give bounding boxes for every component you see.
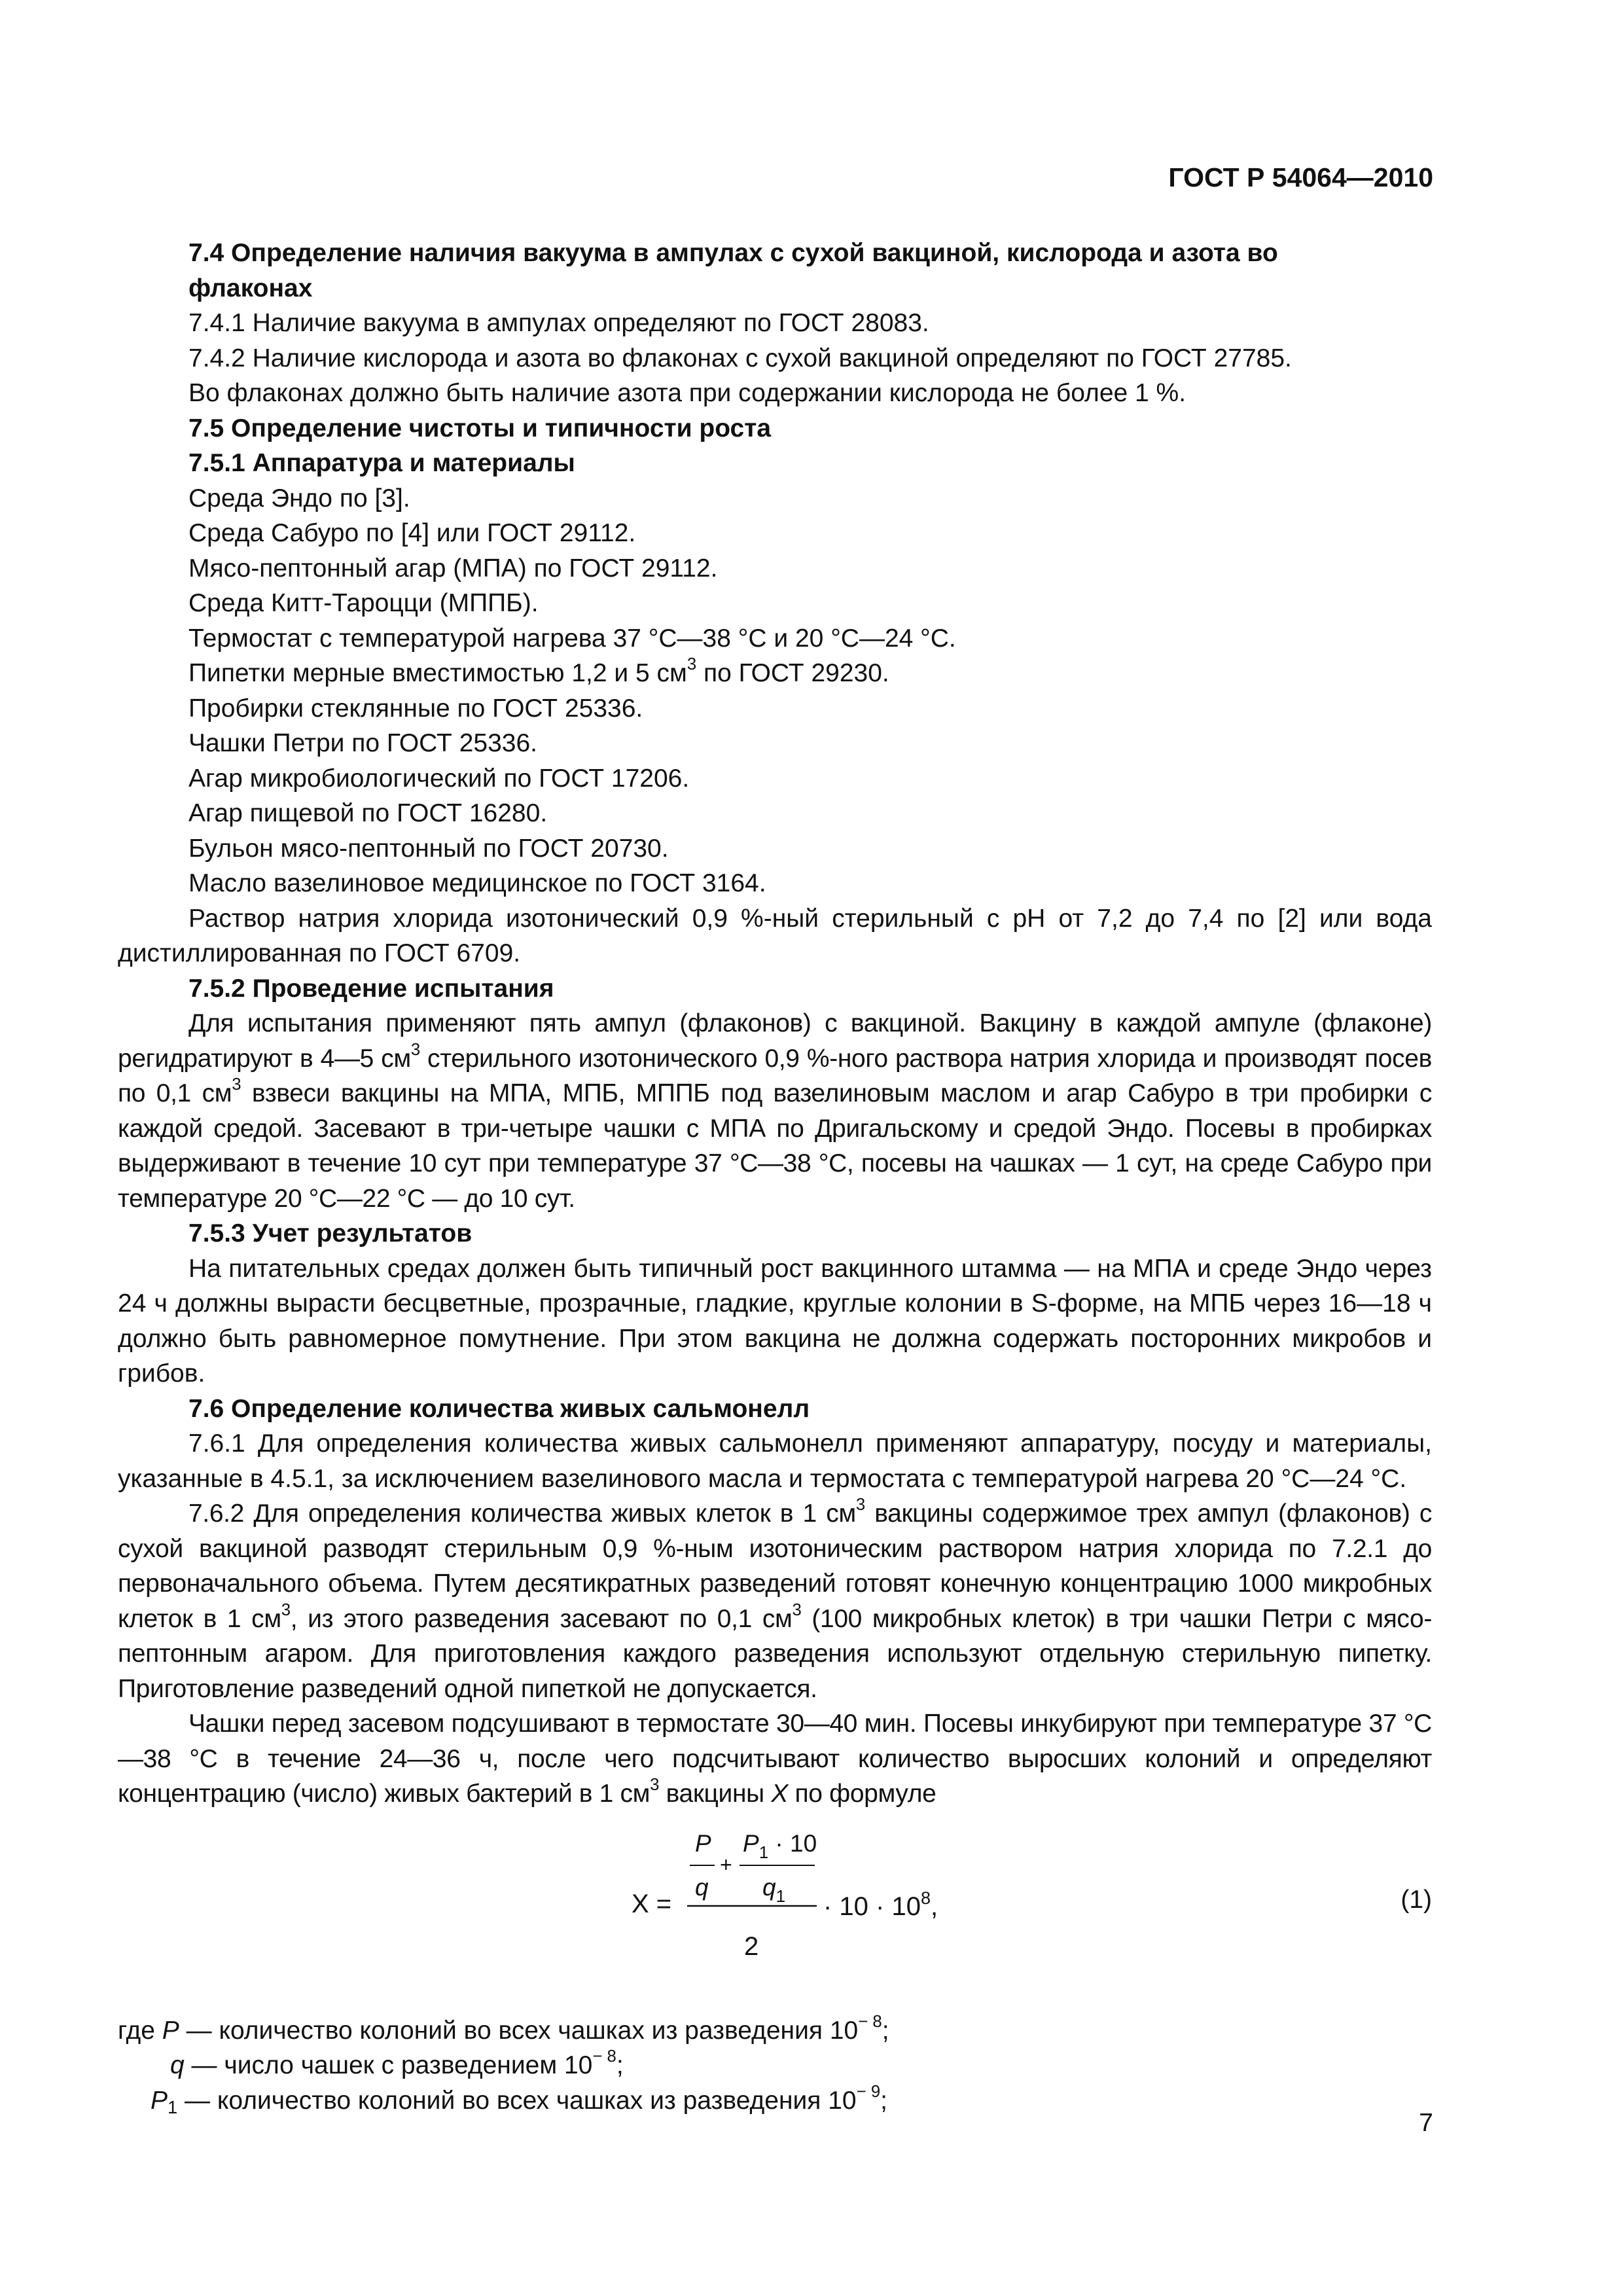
clause-7-4-1: 7.4.1 Наличие вакуума в ампулах определяют по ГОСТ 28083. bbox=[188, 309, 929, 337]
section-7-4-heading: 7.4 Определение наличия вакуума в ампулах с сухой вакциной, кислорода и азота во bbox=[188, 239, 1278, 267]
results-paragraph: На питательных средах должен быть типичный рост вакцинного штамма — на МПА и среде Эндо через 24 ч должны вырасти бесцветные, прозрачные, гладкие, круглые колонии в S-форме, на МПБ через 16—18 ч должно быть равномерное помутнение. При этом вакцина не должна содержать посторонних микробов и грибов. bbox=[118, 1254, 1432, 1388]
material-item: Пипетки мерные вместимостью 1,2 и 5 $см^3$ по ГОСТ 29230. bbox=[188, 655, 889, 687]
material-item: Чашки Петри по ГОСТ 25336. bbox=[188, 729, 537, 757]
material-item: Агар пищевой по ГОСТ 16280. bbox=[188, 799, 548, 827]
section-7-5-2-heading: 7.5.2 Проведение испытания bbox=[188, 974, 554, 1003]
clause-7-6-3: Чашки перед засевом подсушивают в термостате 30—40 мин. Посевы инкубируют при температуре 37 °С—38 °С в течение 24—36 ч, после чего подсчитывают количество выросших колоний и определяют концентрацию (число) живых бактерий в 1 $см^3$ вакцины X по формуле bbox=[118, 1710, 1432, 1808]
formula-number: (1) bbox=[1400, 1885, 1432, 1914]
page-number: 7 bbox=[1419, 2109, 1433, 2137]
material-item: Масло вазелиновое медицинское по ГОСТ 3164. bbox=[188, 869, 766, 897]
formula-num-p: P bbox=[695, 1829, 711, 1857]
formula-svg bbox=[118, 1822, 1432, 1999]
section-7-6-heading: 7.6 Определение количества живых сальмонелл bbox=[188, 1394, 810, 1423]
section-7-5-heading: 7.5 Определение чистоты и типичности роста bbox=[188, 414, 772, 442]
document-code: ГОСТ Р 54064—2010 bbox=[1168, 162, 1433, 192]
material-item: Среда Эндо по [3]. bbox=[188, 484, 410, 512]
material-item: Термостат с температурой нагрева 37 °С—38 °С и 20 °С—24 °С. bbox=[188, 624, 956, 653]
clause-7-4-2: 7.4.2 Наличие кислорода и азота во флаконах с сухой вакциной определяют по ГОСТ 27785. bbox=[188, 344, 1292, 372]
formula-plus: + bbox=[720, 1852, 732, 1876]
definition-q: q — число чашек с разведением $10^{- 8}$; bbox=[170, 2047, 624, 2079]
material-item: Мясо-пептонный агар (МПА) по ГОСТ 29112. bbox=[188, 554, 718, 583]
definition-p: где P — количество колоний во всех чашках из разведения $10^{- 8}$; bbox=[118, 2012, 889, 2045]
formula-1 bbox=[118, 1822, 1432, 1999]
material-item-solution: Раствор натрия хлорида изотонический 0,9 %-ный стерильный с pH от 7,2 до 7,4 по [2] или вода дистиллированная по ГОСТ 6709. bbox=[118, 904, 1432, 967]
material-item: Среда Сабуро по [4] или ГОСТ 29112. bbox=[188, 519, 636, 547]
material-item: Бульон мясо-пептонный по ГОСТ 20730. bbox=[188, 834, 669, 863]
clause-7-6-2: 7.6.2 Для определения количества живых клеток в 1 $см^3$ вакцины содержимое трех ампул (флаконов) с сухой вакциной разводят стерильным 0,9 %-ным изотоническим раствором натрия хлорида по 7.2.1 до первоначального объема. Путем десятикратных разведений готовят конечную концентрацию 1000 микробных клеток в 1 $см^3$, из этого разведения засевают по 0,1 $см^3$ (100 микробных клеток) в три чашки Петри с мясо-пептонным агаром. Для приготовления каждого разведения используют отдельную стерильную пипетку. Приготовление разведений одной пипеткой не допускается. bbox=[118, 1495, 1433, 1703]
material-item: Агар микробиологический по ГОСТ 17206. bbox=[188, 764, 690, 793]
section-7-5-1-heading: 7.5.1 Аппаратура и материалы bbox=[188, 449, 575, 477]
definition-p1: $P_1$ — количество колоний во всех чашках из разведения $10^{- 9}$; bbox=[151, 2082, 887, 2117]
clause-7-4-2-note: Во флаконах должно быть наличие азота при содержании кислорода не более 1 %. bbox=[188, 379, 1186, 407]
document-body bbox=[118, 236, 1432, 2118]
material-item: Среда Китт-Тароцци (МППБ). bbox=[188, 589, 539, 617]
formula-denominator: 2 bbox=[744, 1931, 759, 1961]
formula-den-q: q bbox=[695, 1873, 709, 1901]
formula-multiplier: · $10 \cdot 10^8$, bbox=[823, 1888, 938, 1921]
formula-den-q1: $q_1$ bbox=[762, 1873, 786, 1906]
section-7-4-heading-cont: флаконах bbox=[188, 274, 313, 302]
clause-7-6-1: 7.6.1 Для определения количества живых сальмонелл применяют аппаратуру, посуду и материалы, указанные в 4.5.1, за исключением вазелинового масла и термостата с температурой нагрева 20 °С—24 °С. bbox=[118, 1429, 1432, 1493]
section-7-5-3-heading: 7.5.3 Учет результатов bbox=[188, 1219, 473, 1247]
formula-num-p1: $P_1 \cdot 10$ bbox=[743, 1829, 817, 1862]
formula-lhs: X = bbox=[632, 1889, 672, 1918]
material-item: Пробирки стеклянные по ГОСТ 25336. bbox=[188, 694, 643, 723]
formula-definitions bbox=[118, 2013, 1432, 2119]
test-procedure-paragraph: Для испытания применяют пять ампул (флаконов) с вакциной. Вакцину в каждой ампуле (флаконе) регидратируют в 4—5 $см^3$ стерильного изотонического 0,9 %-ного раствора натрия хлорида и производят посев по 0,1 $см^3$ взвеси вакцины на МПА, МПБ, МППБ под вазелиновым маслом и агар Сабуро в три пробирки с каждой средой. Засевают в три-четыре чашки с МПА по Дригальскому и средой Эндо. Посевы в пробирках выдерживают в течение 10 сут при температуре 37 °С—38 °С, посевы на чашках — 1 сут, на среде Сабуро при температуре 20 °С—22 °С — до 10 сут. bbox=[118, 1009, 1433, 1213]
